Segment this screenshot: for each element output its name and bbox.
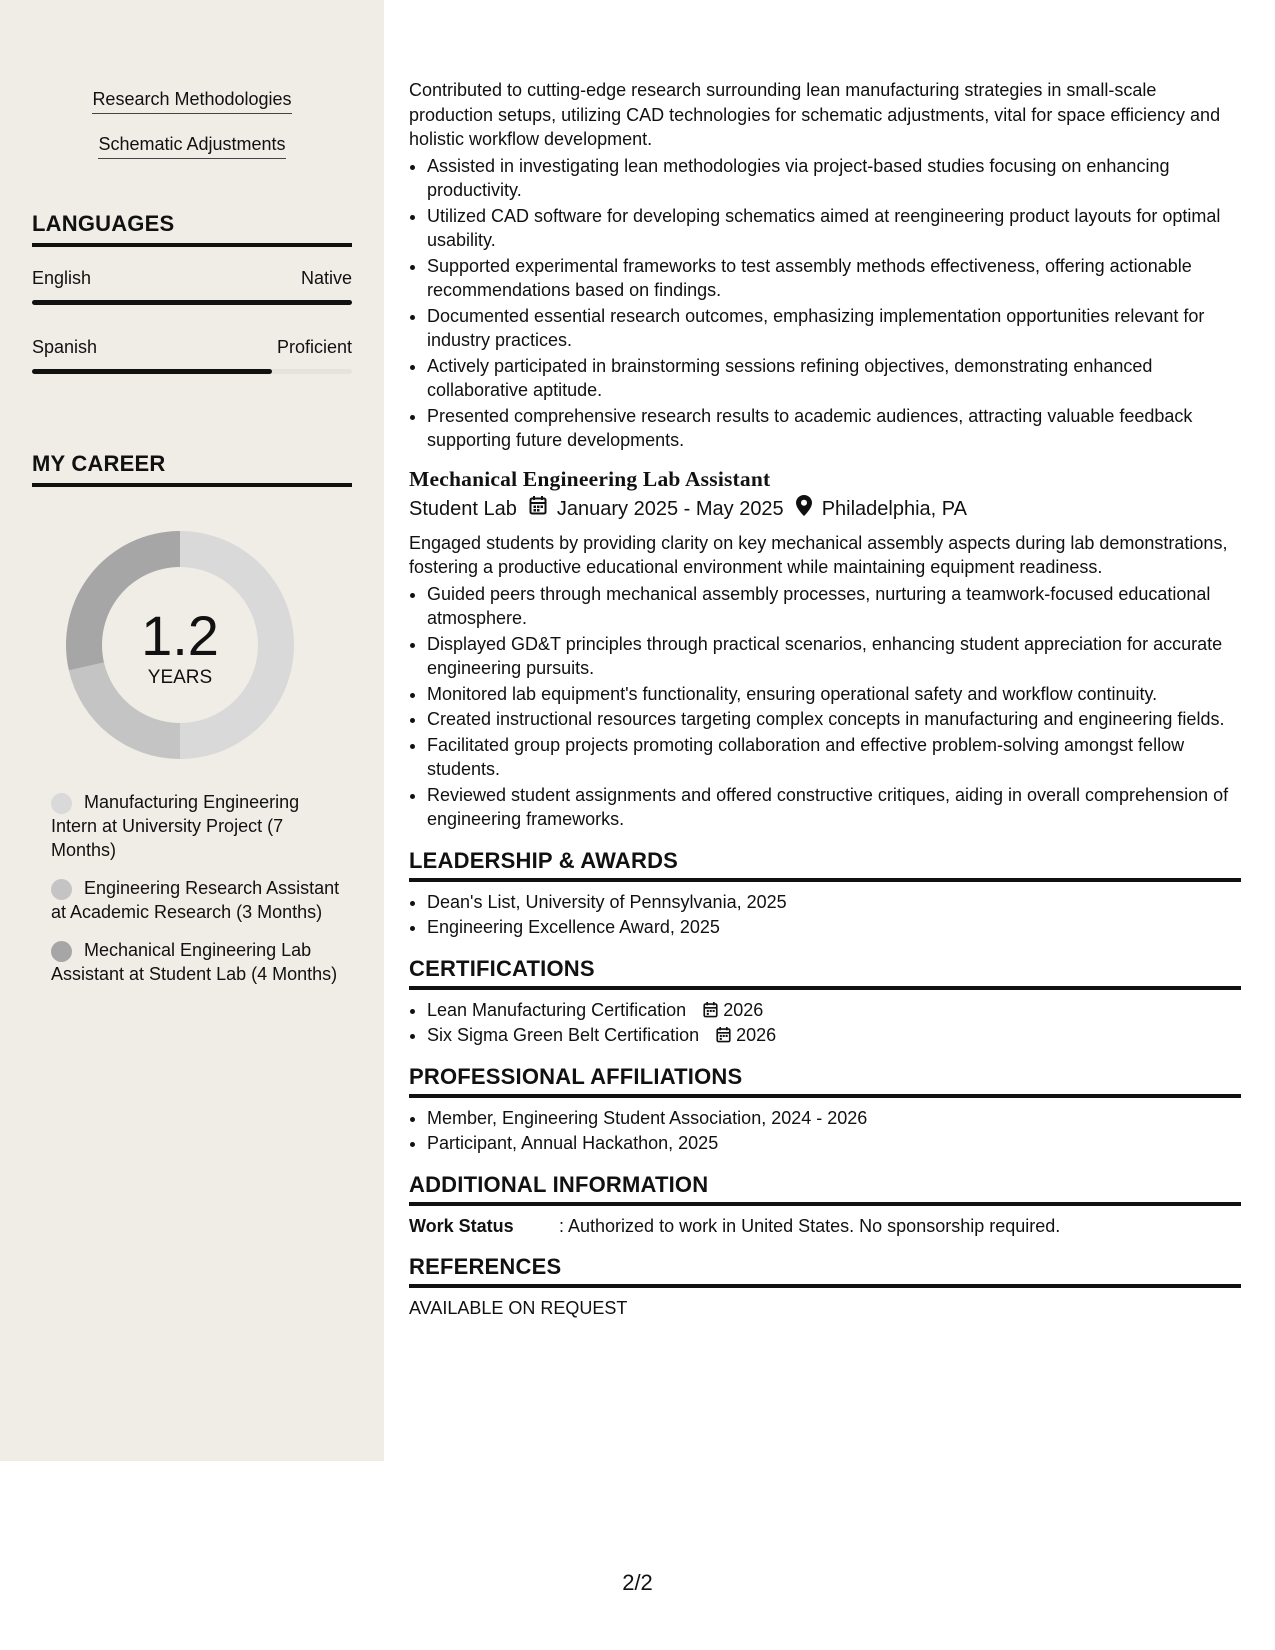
career-donut-chart (66, 531, 294, 759)
intro-bullet-list (409, 154, 1241, 453)
list-item: • Facilitated group projects promoting collaboration and effective problem-solving amongst fellow students. (427, 733, 1241, 782)
job-dates: January 2025 - May 2025 (556, 498, 784, 520)
list-item: • Participant, Annual Hackathon, 2025 (427, 1131, 1241, 1156)
career-legend-dot (51, 793, 72, 814)
language-row (32, 268, 352, 289)
skill-tag: Research Methodologies (0, 88, 384, 114)
work-status-value: : Authorized to work in United States. No sponsorship required. (559, 1215, 1061, 1236)
sidebar (0, 0, 384, 1461)
list-item: • Dean's List, University of Pennsylvania, 2025 (427, 890, 1241, 915)
certification-year: 2026 (736, 1025, 777, 1045)
list-item: • Displayed GD&T principles through practical scenarios, enhancing student appreciation for accurate engineering pursuits. (427, 632, 1241, 681)
certification-name: Six Sigma Green Belt Certification (427, 1025, 700, 1045)
calendar-icon (529, 495, 547, 523)
job-location: Philadelphia, PA (821, 498, 967, 520)
main-content (409, 78, 1241, 1320)
skill-tag: Schematic Adjustments (0, 133, 384, 159)
languages-heading: LANGUAGES (32, 211, 352, 247)
certifications-list (409, 998, 1241, 1048)
language-level: Native (300, 268, 352, 288)
work-status-row (409, 1214, 1241, 1238)
list-item: • Engineering Excellence Award, 2025 (427, 915, 1241, 940)
list-item: • Guided peers through mechanical assembly processes, nurturing a teamwork-focused educational atmosphere. (427, 582, 1241, 631)
career-legend-dot (51, 941, 72, 962)
job-company: Student Lab (409, 498, 517, 520)
job-bullet-list (409, 582, 1241, 832)
certifications-heading: CERTIFICATIONS (409, 956, 1241, 990)
leadership-heading: LEADERSHIP & AWARDS (409, 848, 1241, 882)
language-level: Proficient (276, 337, 352, 357)
list-item: • Created instructional resources targeting complex concepts in manufacturing and engineering fields. (427, 707, 1241, 732)
location-pin-icon (796, 495, 812, 524)
intro-paragraph: Contributed to cutting-edge research surrounding lean manufacturing strategies in small-scale production setups, utilizing CAD technologies for schematic adjustments, vital for space efficiency and holistic workflow development. (409, 80, 1221, 149)
career-unit: YEARS (147, 667, 213, 688)
career-list (51, 790, 341, 1000)
language-bar (32, 300, 352, 305)
career-legend-dot (51, 879, 72, 900)
list-item (427, 1023, 1241, 1048)
list-item: • Presented comprehensive research results to academic audiences, attracting valuable feedback supporting future developments. (427, 404, 1241, 453)
affiliations-list (409, 1106, 1241, 1156)
language-name: Spanish (32, 337, 98, 357)
calendar-icon (716, 1025, 731, 1045)
language-bar-fill (32, 300, 352, 305)
job-summary: Engaged students by providing clarity on key mechanical assembly aspects during lab demonstrations, fostering a productive educational environment while maintaining equipment readiness. (409, 532, 1228, 577)
list-item: • Supported experimental frameworks to test assembly methods effectiveness, offering actionable recommendations based on findings. (427, 254, 1241, 303)
career-total: 1.2 (141, 604, 219, 667)
list-item: • Actively participated in brainstorming sessions refining objectives, demonstrating enhanced collaborative aptitude. (427, 354, 1241, 403)
references-heading: REFERENCES (409, 1254, 1241, 1288)
page-number: 2/2 (622, 1570, 653, 1595)
leadership-list (409, 890, 1241, 940)
list-item: • Assisted in investigating lean methodologies via project-based studies focusing on enhancing productivity. (427, 154, 1241, 203)
calendar-icon (703, 1000, 718, 1020)
list-item: • Documented essential research outcomes, emphasizing implementation opportunities relevant for industry practices. (427, 304, 1241, 353)
list-item (427, 998, 1241, 1023)
language-name: English (32, 268, 92, 288)
certification-name: Lean Manufacturing Certification (427, 999, 687, 1020)
list-item: • Member, Engineering Student Association, 2024 - 2026 (427, 1106, 1241, 1131)
language-bar (32, 369, 352, 374)
references-text: AVAILABLE ON REQUEST (409, 1297, 628, 1318)
certification-year: 2026 (723, 999, 764, 1020)
language-bar-fill (32, 369, 272, 374)
work-status-label: Work Status (409, 1215, 514, 1236)
career-heading: MY CAREER (32, 451, 352, 487)
career-item: Engineering Research Assistant at Academic Research (3 Months) (51, 878, 340, 922)
additional-info-heading: ADDITIONAL INFORMATION (409, 1172, 1241, 1206)
job-title: Mechanical Engineering Lab Assistant (409, 466, 771, 491)
list-item: • Reviewed student assignments and offered constructive critiques, aiding in overall comprehension of engineering frameworks. (427, 783, 1241, 832)
list-item: • Utilized CAD software for developing schematics aimed at reengineering product layouts for optimal usability. (427, 204, 1241, 253)
affiliations-heading: PROFESSIONAL AFFILIATIONS (409, 1064, 1241, 1098)
job-meta (409, 495, 1241, 524)
language-row (32, 337, 352, 358)
career-item: Mechanical Engineering Lab Assistant at Student Lab (4 Months) (51, 940, 338, 984)
career-item: Manufacturing Engineering Intern at University Project (7 Months) (51, 792, 300, 860)
list-item: • Monitored lab equipment's functionality, ensuring operational safety and workflow continuity. (427, 682, 1241, 707)
